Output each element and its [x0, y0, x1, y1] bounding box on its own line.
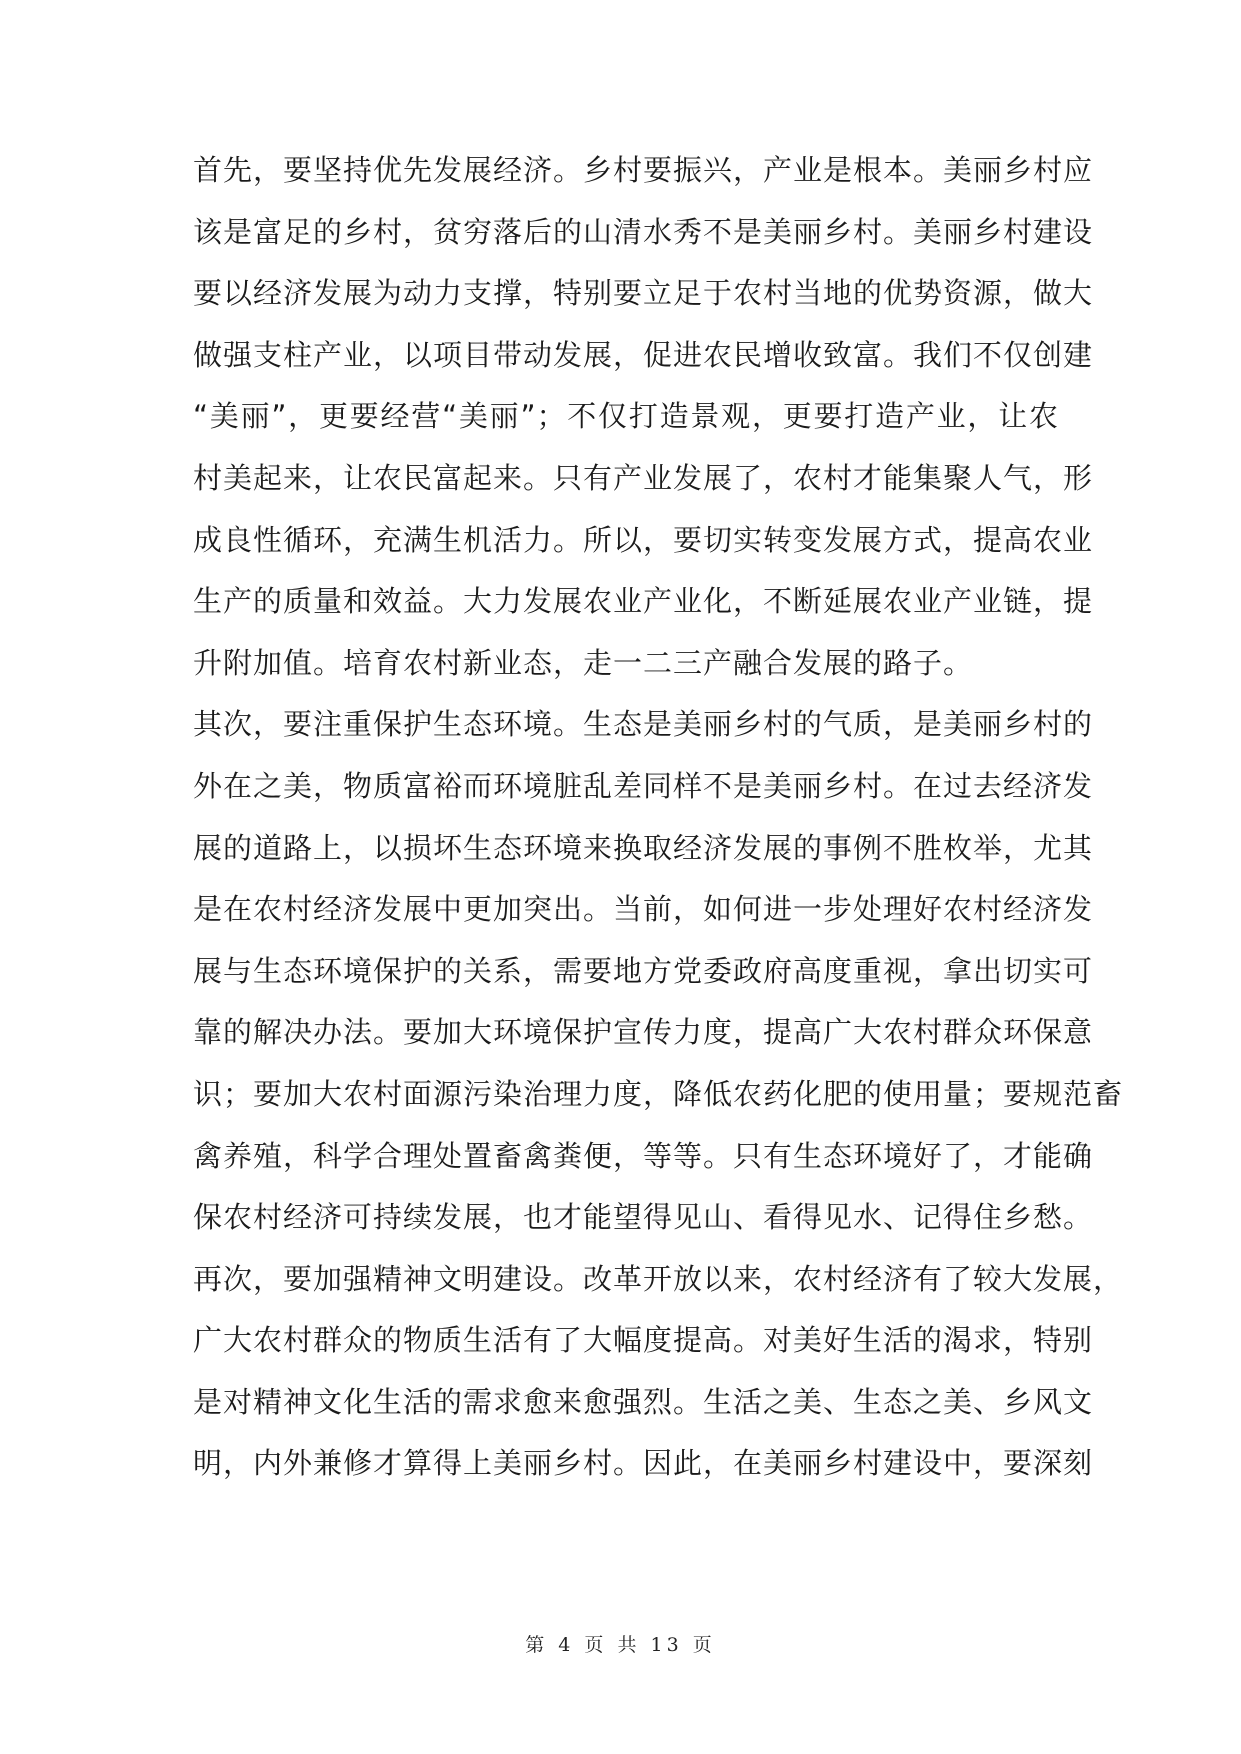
text-line: 生产的质量和效益。大力发展农业产业化，不断延展农业产业链，提 — [193, 584, 1094, 619]
text-line: 村美起来，让农民富起来。只有产业发展了，农村才能集聚人气，形 — [193, 460, 1094, 495]
text-line: 广大农村群众的物质生活有了大幅度提高。对美好生活的渴求，特别 — [193, 1323, 1094, 1358]
body-text — [193, 140, 1124, 1495]
text-line: “美丽”，更要经营“美丽”；不仅打造景观，更要打造产业，让农 — [193, 399, 1059, 434]
text-line: 首先，要坚持优先发展经济。乡村要振兴，产业是根本。美丽乡村应 — [193, 153, 1094, 187]
text-line: 其次，要注重保护生态环境。生态是美丽乡村的气质，是美丽乡村的 — [193, 707, 1094, 742]
text-line: 明，内外兼修才算得上美丽乡村。因此，在美丽乡村建设中，要深刻 — [193, 1446, 1094, 1481]
text-line: 是在农村经济发展中更加突出。当前，如何进一步处理好农村经济发 — [193, 892, 1094, 927]
text-line: 保农村经济可持续发展，也才能望得见山、看得见水、记得住乡愁。 — [193, 1200, 1094, 1235]
page-number-footer: 第 4 页 共 13 页 — [525, 1634, 716, 1656]
text-line: 该是富足的乡村，贫穷落后的山清水秀不是美丽乡村。美丽乡村建设 — [193, 214, 1094, 249]
text-line: 成良性循环，充满生机活力。所以，要切实转变发展方式，提高农业 — [193, 522, 1094, 557]
text-line: 再次，要加强精神文明建设。改革开放以来，农村经济有了较大发展， — [193, 1261, 1124, 1296]
text-line: 要以经济发展为动力支撑，特别要立足于农村当地的优势资源，做大 — [193, 276, 1094, 311]
text-line: 展的道路上，以损坏生态环境来换取经济发展的事例不胜枚举，尤其 — [193, 830, 1094, 865]
text-line: 靠的解决办法。要加大环境保护宣传力度，提高广大农村群众环保意 — [193, 1015, 1094, 1050]
text-line: 禽养殖，科学合理处置畜禽粪便，等等。只有生态环境好了，才能确 — [193, 1138, 1094, 1173]
text-line: 外在之美，物质富裕而环境脏乱差同样不是美丽乡村。在过去经济发 — [193, 768, 1094, 803]
text-line: 是对精神文化生活的需求愈来愈强烈。生活之美、生态之美、乡风文 — [193, 1384, 1094, 1419]
text-line: 升附加值。培育农村新业态，走一二三产融合发展的路子。 — [193, 645, 974, 680]
text-line: 展与生态环境保护的关系，需要地方党委政府高度重视，拿出切实可 — [193, 953, 1094, 988]
text-line: 做强支柱产业，以项目带动发展，促进农民增收致富。我们不仅创建 — [193, 337, 1094, 372]
text-line: 识；要加大农村面源污染治理力度，降低农药化肥的使用量；要规范畜 — [193, 1076, 1124, 1111]
